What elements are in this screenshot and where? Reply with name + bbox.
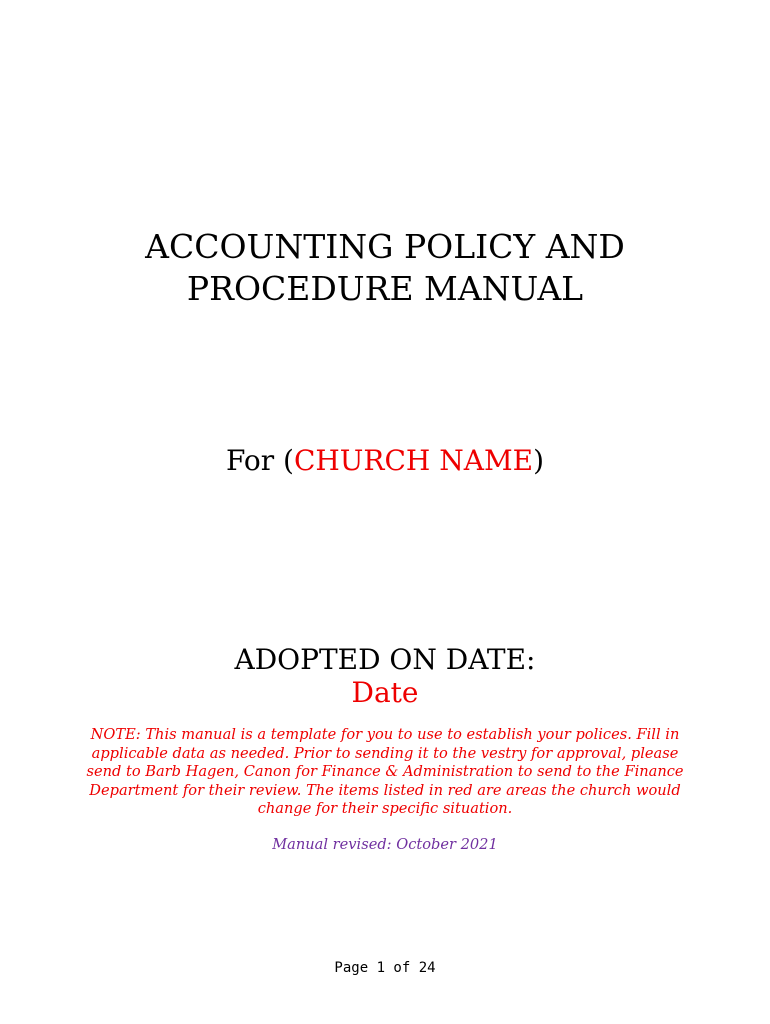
church-name-line	[0, 443, 770, 479]
page-number: Page 1 of 24	[334, 960, 436, 976]
paren-open: (	[283, 444, 294, 477]
paren-close: )	[533, 444, 544, 477]
template-note: NOTE: This manual is a template for you to use to establish your polices. Fill in applicable data as needed. Prior to sending it to the vestry for approval, please send to Barb Hagen, Canon for Finance & Administration to send to the Finance Department for their review. The items listed in red are areas the church would change for their specific situation.	[86, 726, 684, 817]
adopted-label: ADOPTED ON DATE:	[234, 643, 536, 676]
document-title	[0, 226, 770, 310]
church-name-placeholder: CHURCH NAME	[293, 444, 534, 477]
for-prefix: For	[225, 444, 284, 477]
adopted-block	[0, 643, 770, 709]
adopted-date-placeholder: Date	[351, 676, 419, 709]
revision-date: Manual revised: October 2021	[272, 836, 498, 853]
title-line-2: PROCEDURE MANUAL	[186, 269, 584, 308]
title-line-1: ACCOUNTING POLICY AND	[145, 227, 625, 266]
